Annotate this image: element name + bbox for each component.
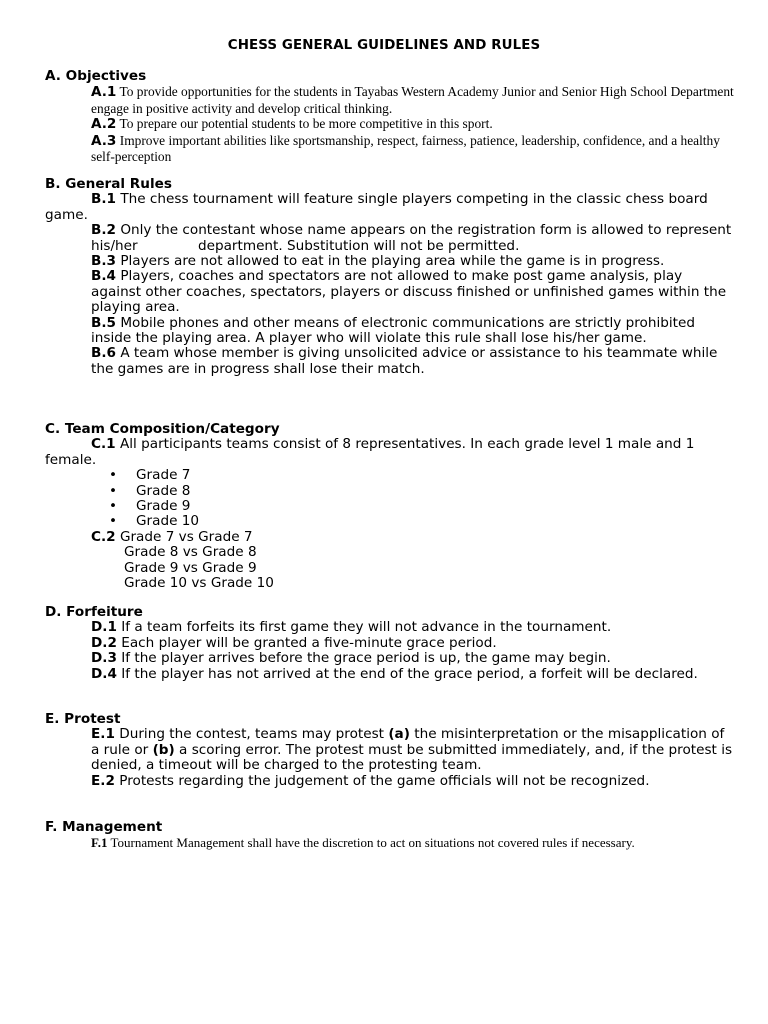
objective-a3: A.3 Improve important abilities like sportsmanship, respect, fairness, patience, leadership, confidence, and a healthy self-perception bbox=[91, 132, 720, 165]
section-forfeiture bbox=[45, 605, 735, 682]
section-management bbox=[45, 820, 735, 851]
matchup: Grade 8 vs Grade 8 bbox=[124, 544, 257, 561]
grade-list bbox=[109, 468, 735, 530]
bullet-icon: • bbox=[109, 498, 118, 515]
matchup: Grade 10 vs Grade 10 bbox=[124, 575, 274, 592]
rule-d4: D.4 If the player has not arrived at the end of the grace period, a forfeit will be declared. bbox=[91, 665, 698, 682]
rule-b4: B.4 Players, coaches and spectators are not allowed to make post game analysis, play against other coaches, spectators, players or discuss finished or unfinished games within the playing area. bbox=[91, 268, 727, 316]
rule-d3: D.3 If the player arrives before the grace period is up, the game may begin. bbox=[91, 650, 611, 667]
rule-b2: B.2 Only the contestant whose name appears on the registration form is allowed to represent his/her department. Substitution will not be permitted. bbox=[91, 222, 732, 254]
section-heading: B. General Rules bbox=[45, 176, 172, 192]
section-team-composition bbox=[45, 422, 735, 591]
section-heading: C. Team Composition/Category bbox=[45, 421, 280, 437]
section-general-rules bbox=[45, 177, 735, 377]
section-heading: A. Objectives bbox=[45, 68, 147, 84]
document-title: CHESS GENERAL GUIDELINES AND RULES bbox=[227, 38, 541, 53]
list-item: • Grade 7 bbox=[109, 467, 191, 484]
rule-c1: C.1 All participants teams consist of 8 representatives. In each grade level 1 male and 1 female. bbox=[45, 436, 695, 468]
rule-b3: B.3 Players are not allowed to eat in the playing area while the game is in progress. bbox=[91, 253, 665, 270]
rule-b1: B.1 The chess tournament will feature single players competing in the classic chess board game. bbox=[45, 191, 708, 223]
rule-e2: E.2 Protests regarding the judgement of the game officials will not be recognized. bbox=[91, 772, 650, 789]
rule-f1: F.1 Tournament Management shall have the discretion to act on situations not covered rules if necessary. bbox=[91, 835, 635, 851]
bullet-icon: • bbox=[109, 482, 118, 499]
list-item: • Grade 10 bbox=[109, 513, 200, 530]
list-item: • Grade 9 bbox=[109, 498, 191, 515]
rule-d2: D.2 Each player will be granted a five-minute grace period. bbox=[91, 634, 497, 651]
rule-c2: C.2 Grade 7 vs Grade 7 bbox=[91, 528, 253, 545]
section-heading: D. Forfeiture bbox=[45, 604, 143, 620]
rule-b5: B.5 Mobile phones and other means of electronic communications are strictly prohibited inside the playing area. A player who will violate this rule shall lose his/her game. bbox=[91, 314, 708, 347]
objective-a2: A.2 To prepare our potential students to be more competitive in this sport. bbox=[91, 116, 493, 133]
section-objectives bbox=[45, 69, 735, 164]
bullet-icon: • bbox=[109, 513, 118, 530]
section-protest bbox=[45, 712, 735, 789]
rule-d1: D.1 If a team forfeits its first game they will not advance in the tournament. bbox=[91, 619, 612, 636]
rule-b6: B.6 A team whose member is giving unsolicited advice or assistance to his teammate while the games are in progress shall lose their match. bbox=[91, 345, 718, 377]
bullet-icon: • bbox=[109, 467, 118, 484]
matchup: Grade 9 vs Grade 9 bbox=[124, 559, 257, 576]
section-heading: E. Protest bbox=[45, 711, 121, 727]
objective-a1: A.1 To provide opportunities for the students in Tayabas Western Academy Junior and Senior High School Department engage in positive activity and develop critical thinking. bbox=[91, 84, 734, 116]
section-heading: F. Management bbox=[45, 819, 163, 835]
list-item: • Grade 8 bbox=[109, 482, 191, 499]
rule-e1: E.1 During the contest, teams may protest (a) the misinterpretation or the misapplication of a rule or (b) a scoring error. The protest must be submitted immediately, and, if the protest is denied, a timeout will be charged to the protesting team. bbox=[91, 726, 733, 774]
